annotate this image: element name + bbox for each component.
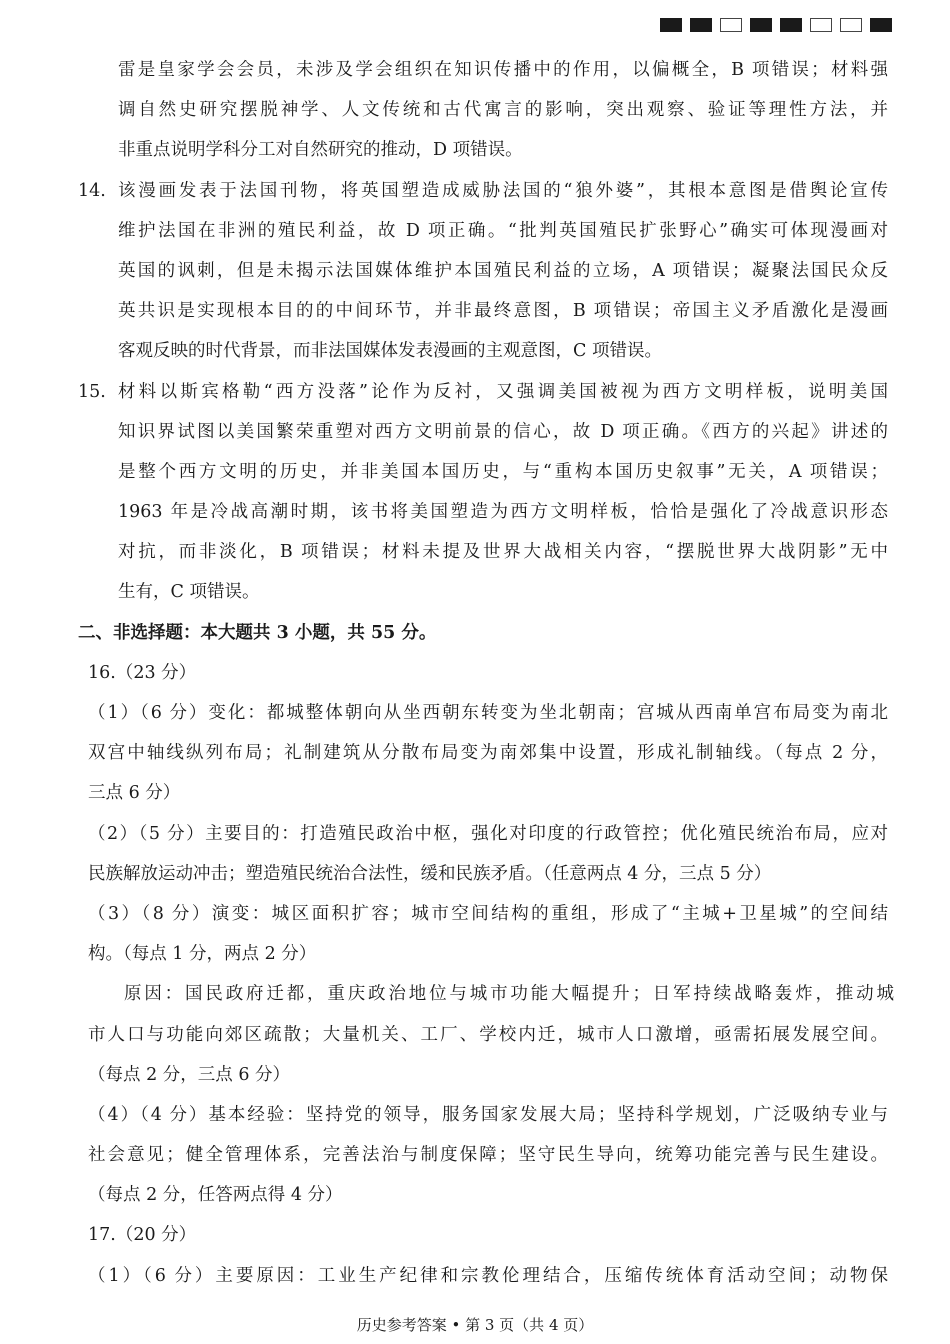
line-text: 16.（23 分） (88, 662, 197, 683)
header-mark-empty (810, 18, 832, 32)
answer-text (0, 50, 950, 1296)
text-line (0, 171, 888, 211)
text-line (0, 130, 950, 170)
line-text: 市人口与功能向郊区疏散；大量机关、工厂、学校内迁，城市人口激增，亟需拓展发展空间。 (88, 1024, 888, 1045)
line-text: 维护法国在非洲的殖民利益，故 D 项正确。“批判英国殖民扩张野心”确实可体现漫画对 (118, 220, 888, 241)
text-line (0, 412, 888, 452)
text-line (0, 492, 888, 532)
text-line (0, 452, 888, 492)
header-mark-empty (840, 18, 862, 32)
text-line (0, 854, 950, 894)
line-text: 非重点说明学科分工对自然研究的推动，D 项错误。 (118, 140, 523, 161)
text-line (0, 1095, 888, 1135)
line-text: 雷是皇家学会会员，未涉及学会组织在知识传播中的作用，以偏概全，B 项错误；材料强 (118, 60, 888, 80)
text-line (0, 90, 888, 130)
line-text: 材料以斯宾格勒“西方没落”论作为反衬，又强调美国被视为西方文明样板，说明美国 (118, 381, 888, 402)
header-mark-filled (780, 18, 802, 32)
line-text: 社会意见；健全管理体系，完善法治与制度保障；坚守民生导向，统筹功能完善与民生建设。 (88, 1145, 888, 1166)
text-line (0, 613, 950, 653)
text-line (0, 1256, 888, 1296)
text-line (0, 1215, 950, 1255)
text-line (0, 733, 888, 773)
text-line (0, 1175, 950, 1215)
line-text: 构。（每点 1 分，两点 2 分） (88, 944, 317, 965)
line-text: 英国的讽刺，但是未揭示法国媒体维护本国殖民利益的立场，A 项错误；凝聚法国民众反 (118, 260, 888, 281)
line-text: 三点 6 分） (88, 783, 181, 804)
text-line (0, 1015, 888, 1055)
line-text: 二、非选择题：本大题共 3 小题，共 55 分。 (78, 622, 437, 643)
text-line (0, 291, 888, 331)
line-text: （2）（5 分）主要目的：打造殖民政治中枢，强化对印度的行政管控；优化殖民统治布局，应对 (88, 823, 888, 844)
text-line (0, 653, 950, 693)
line-text: （每点 2 分，三点 6 分） (88, 1064, 291, 1085)
line-text: 民族解放运动冲击；塑造殖民统治合法性，缓和民族矛盾。（任意两点 4 分，三点 5 分） (88, 863, 772, 884)
question-number: 14. (78, 180, 106, 201)
line-text: 该漫画发表于法国刊物，将英国塑造成威胁法国的“狼外婆”，其根本意图是借舆论宣传 (118, 180, 888, 201)
page-footer: 历史参考答案 • 第 3 页（共 4 页） (356, 1316, 594, 1334)
line-text: 生有，C 项错误。 (118, 582, 260, 603)
line-text: （1）（6 分）主要原因：工业生产纪律和宗教伦理结合，压缩传统体育活动空间；动物保 (88, 1265, 888, 1286)
header-mark-empty (720, 18, 742, 32)
text-line (0, 693, 888, 733)
line-text: 双宫中轴线纵列布局；礼制建筑从分散布局变为南郊集中设置，形成礼制轴线。（每点 2 分， (88, 743, 888, 764)
text-line (0, 50, 888, 90)
header-mark-filled (690, 18, 712, 32)
text-line (0, 211, 888, 251)
text-line (0, 974, 894, 1014)
line-text: 原因：国民政府迁都，重庆政治地位与城市功能大幅提升；日军持续战略轰炸，推动城 (124, 984, 894, 1005)
line-text: 客观反映的时代背景，而非法国媒体发表漫画的主观意图，C 项错误。 (118, 341, 662, 362)
line-text: 对抗，而非淡化，B 项错误；材料未提及世界大战相关内容，“摆脱世界大战阴影”无中 (118, 542, 888, 563)
header-marks (660, 18, 892, 32)
line-text: 调自然史研究摆脱神学、人文传统和古代寓言的影响，突出观察、验证等理性方法，并 (118, 100, 888, 121)
line-text: 1963 年是冷战高潮时期，该书将美国塑造为西方文明样板，恰恰是强化了冷战意识形态 (118, 502, 888, 523)
text-line (0, 532, 888, 572)
text-line (0, 372, 888, 412)
header-mark-filled (660, 18, 682, 32)
text-line (0, 331, 950, 371)
text-line (0, 572, 950, 612)
text-line (0, 894, 888, 934)
line-text: （4）（4 分）基本经验：坚持党的领导，服务国家发展大局；坚持科学规划，广泛吸纳专业与 (88, 1104, 888, 1125)
text-line (0, 1055, 950, 1095)
line-text: 英共识是实现根本目的的中间环节，并非最终意图，B 项错误；帝国主义矛盾激化是漫画 (118, 301, 888, 322)
line-text: 是整个西方文明的历史，并非美国本国历史，与“重构本国历史叙事”无关，A 项错误； (118, 461, 888, 482)
question-number: 15. (78, 381, 106, 402)
text-line (0, 934, 950, 974)
text-line (0, 814, 888, 854)
line-text: 知识界试图以美国繁荣重塑对西方文明前景的信心，故 D 项正确。《西方的兴起》讲述的 (118, 421, 888, 442)
line-text: （1）（6 分）变化：都城整体朝向从坐西朝东转变为坐北朝南；宫城从西南单宫布局变为南北 (88, 703, 888, 723)
text-line (0, 773, 950, 813)
line-text: （每点 2 分，任答两点得 4 分） (88, 1185, 343, 1206)
text-line (0, 1135, 888, 1175)
header-mark-filled (870, 18, 892, 32)
header-mark-filled (750, 18, 772, 32)
text-line (0, 251, 888, 291)
line-text: （3）（8 分）演变：城区面积扩容；城市空间结构的重组，形成了“主城+卫星城”的空间结 (88, 903, 888, 924)
line-text: 17.（20 分） (88, 1225, 197, 1246)
